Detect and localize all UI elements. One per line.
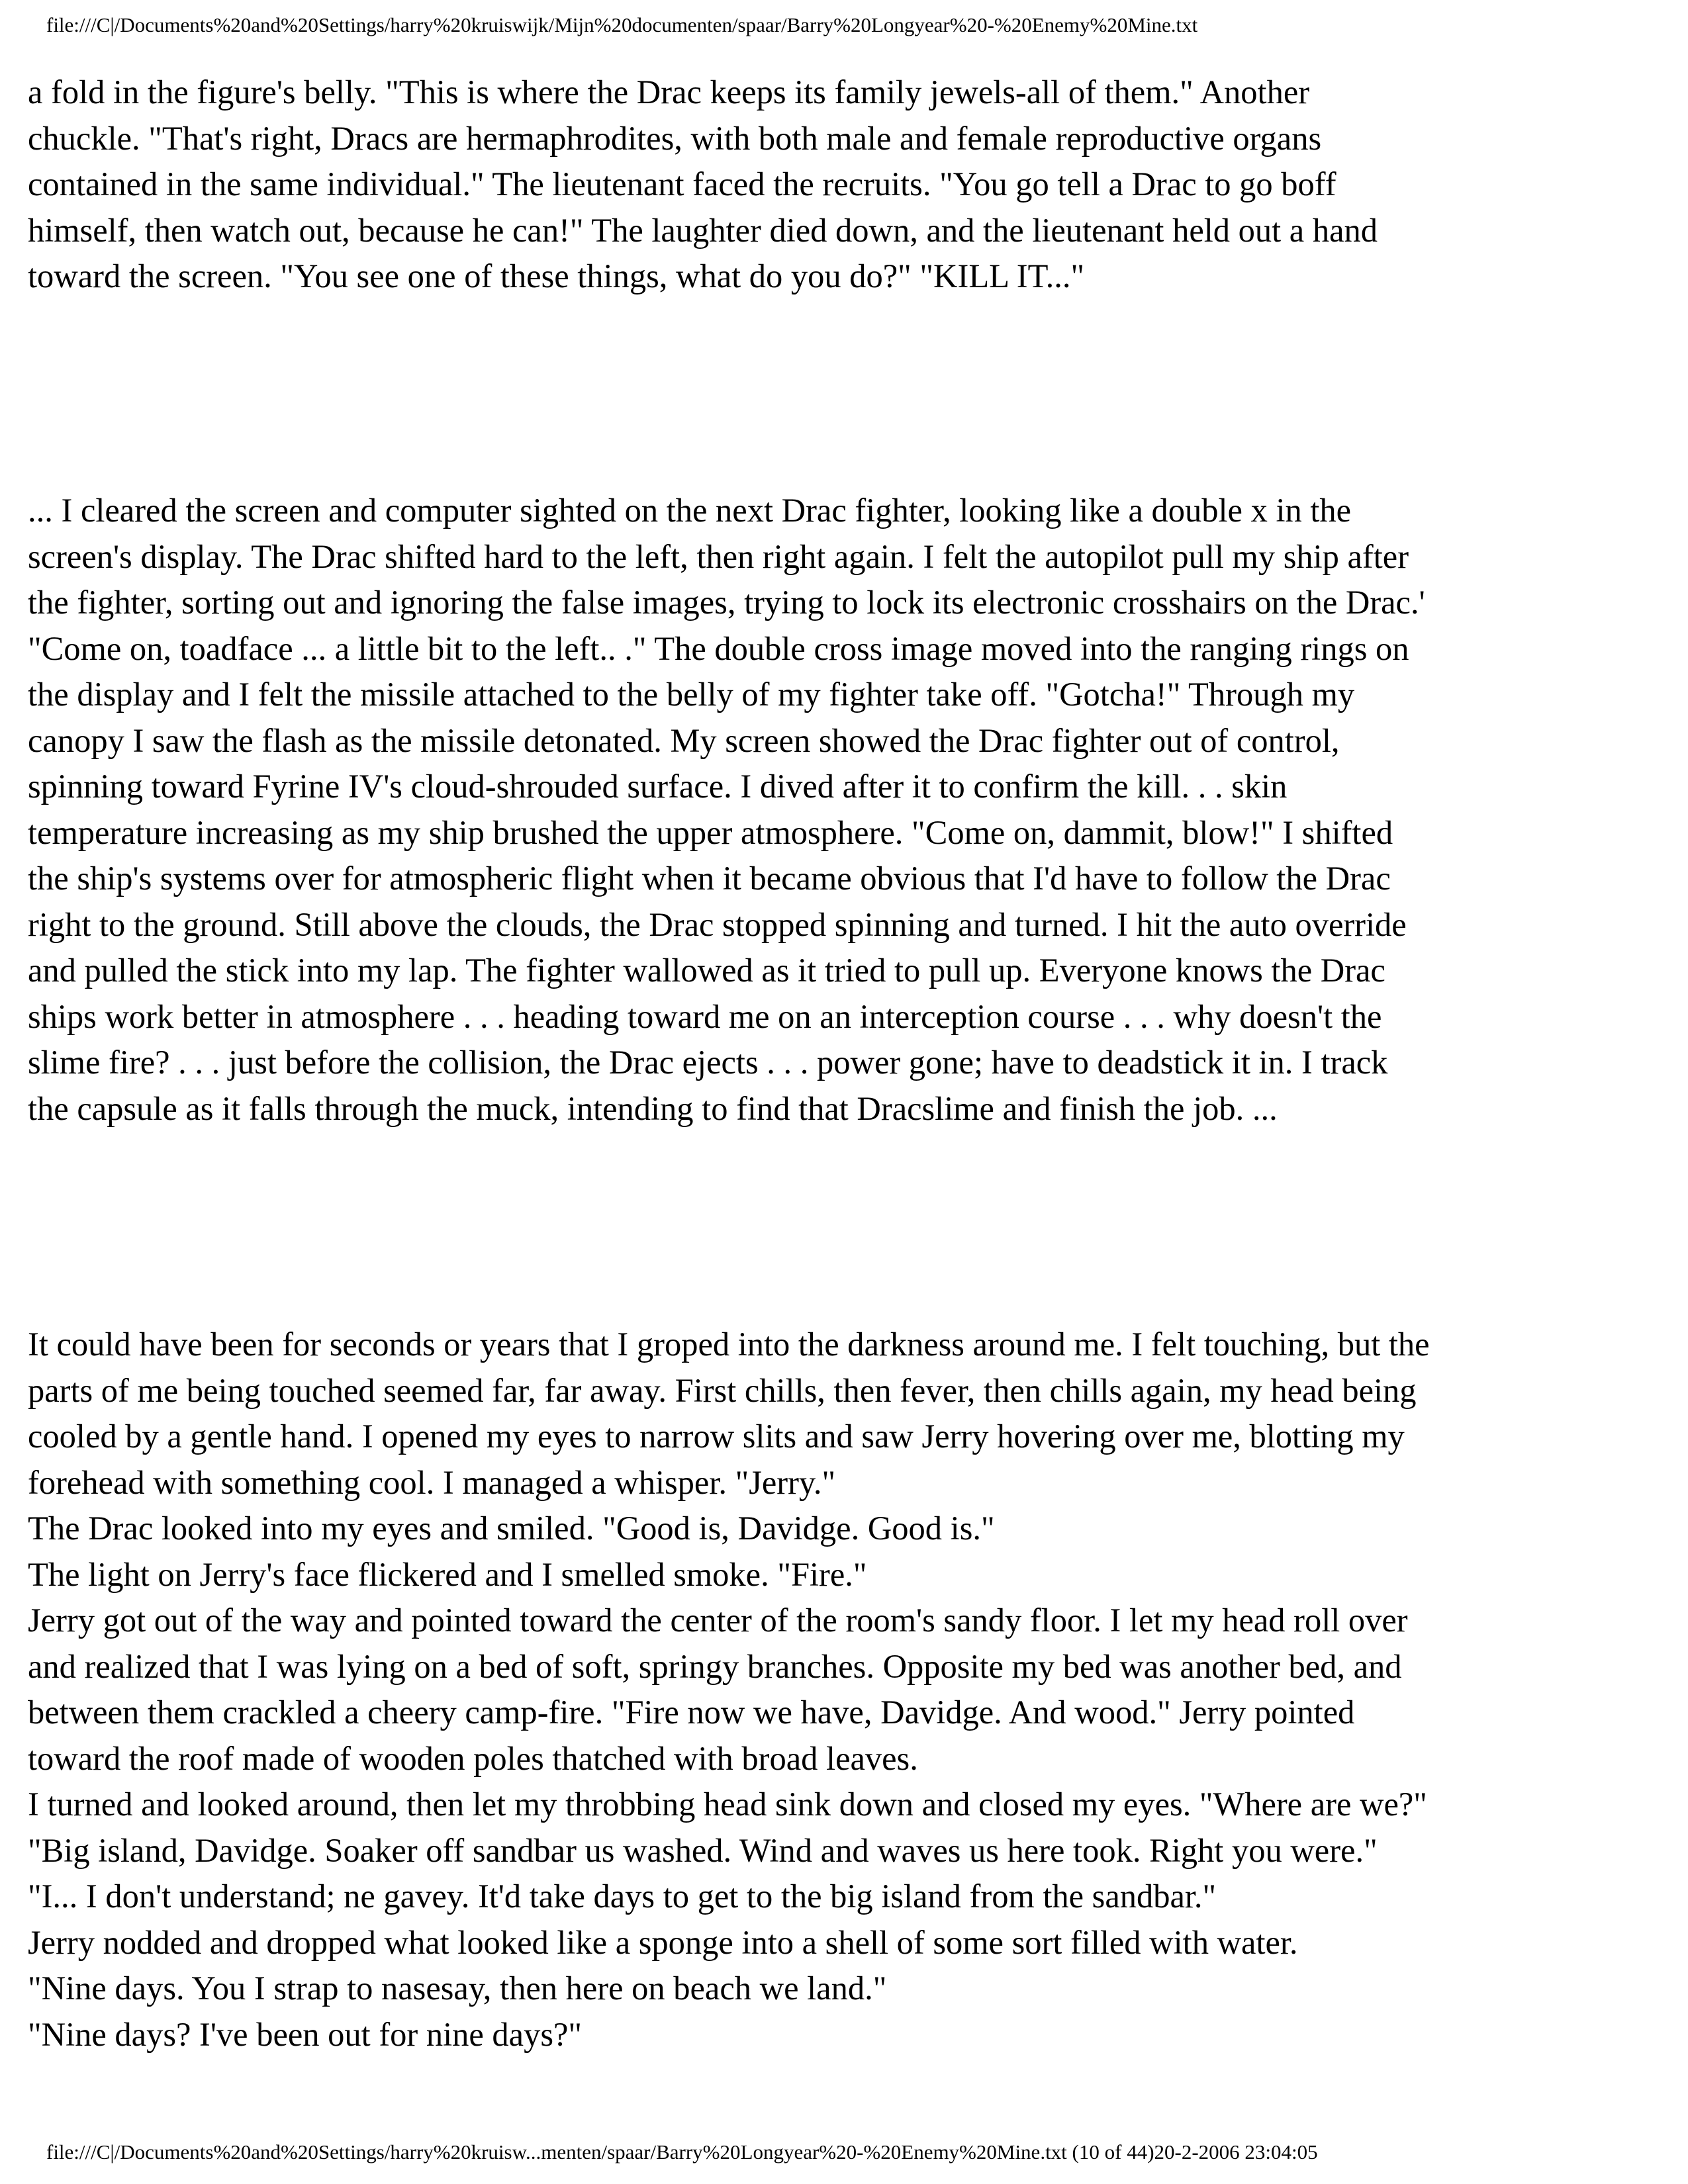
text-line: It could have been for seconds or years that I groped into the darkness around me. I felt touching, but the bbox=[28, 1326, 1430, 1363]
text-line: the fighter, sorting out and ignoring the false images, trying to lock its electronic crosshairs on the Drac.' bbox=[28, 584, 1425, 621]
text-line: temperature increasing as my ship brushed the upper atmosphere. "Come on, dammit, blow!" I shifted bbox=[28, 813, 1393, 851]
paragraph-1 bbox=[28, 69, 1663, 300]
text-line: canopy I saw the flash as the missile detonated. My screen showed the Drac fighter out of control, bbox=[28, 721, 1340, 759]
paragraph-2 bbox=[28, 488, 1663, 1132]
text-line: forehead with something cool. I managed a whisper. "Jerry." bbox=[28, 1463, 836, 1501]
text-line: between them crackled a cheery camp-fire. "Fire now we have, Davidge. And wood." Jerry pointed bbox=[28, 1694, 1355, 1731]
text-line: spinning toward Fyrine IV's cloud-shrouded surface. I dived after it to confirm the kill. . . skin bbox=[28, 768, 1288, 805]
text-line: himself, then watch out, because he can!" The laughter died down, and the lieutenant held out a hand bbox=[28, 211, 1378, 249]
page-header-path: file:///C|/Documents%20and%20Settings/harry%20kruiswijk/Mijn%20documenten/spaar/Barry%20Longyear%20-%20Enemy%20Mine.txt bbox=[46, 13, 1198, 36]
paragraph-3 bbox=[28, 1322, 1663, 2058]
text-line: ships work better in atmosphere . . . heading toward me on an interception course . . . why doesn't the bbox=[28, 997, 1382, 1035]
text-line: "Nine days. You I strap to nasesay, then here on beach we land." bbox=[28, 1970, 887, 2007]
text-line: screen's display. The Drac shifted hard to the left, then right again. I felt the autopilot pull my ship after bbox=[28, 537, 1409, 575]
text-line: Jerry got out of the way and pointed toward the center of the room's sandy floor. I let my head roll over bbox=[28, 1602, 1408, 1639]
text-line: Jerry nodded and dropped what looked like a sponge into a shell of some sort filled with water. bbox=[28, 1923, 1298, 1961]
text-line: right to the ground. Still above the clouds, the Drac stopped spinning and turned. I hit the auto override bbox=[28, 905, 1407, 943]
text-line: cooled by a gentle hand. I opened my eyes to narrow slits and saw Jerry hovering over me, blotting my bbox=[28, 1418, 1405, 1455]
text-line: toward the screen. "You see one of these things, what do you do?" "KILL IT..." bbox=[28, 257, 1085, 295]
text-line: parts of me being touched seemed far, far away. First chills, then fever, then chills again, my head being bbox=[28, 1371, 1417, 1409]
text-line: The Drac looked into my eyes and smiled. "Good is, Davidge. Good is." bbox=[28, 1510, 995, 1547]
text-line: The light on Jerry's face flickered and I smelled smoke. "Fire." bbox=[28, 1555, 867, 1593]
text-line: toward the roof made of wooden poles thatched with broad leaves. bbox=[28, 1739, 918, 1777]
text-line: contained in the same individual." The lieutenant faced the recruits. "You go tell a Drac to go boff bbox=[28, 165, 1336, 203]
text-line: slime fire? . . . just before the collision, the Drac ejects . . . power gone; have to deadstick it in. I track bbox=[28, 1044, 1388, 1081]
text-line: chuckle. "That's right, Dracs are hermaphrodites, with both male and female reproductive organs bbox=[28, 119, 1322, 157]
text-line: "Big island, Davidge. Soaker off sandbar us washed. Wind and waves us here took. Right you were." bbox=[28, 1831, 1378, 1869]
text-line: a fold in the figure's belly. "This is where the Drac keeps its family jewels-all of them." Another bbox=[28, 73, 1310, 111]
text-line: ... I cleared the screen and computer sighted on the next Drac fighter, looking like a double x in the bbox=[28, 492, 1352, 529]
text-line: and realized that I was lying on a bed of soft, springy branches. Opposite my bed was another bed, and bbox=[28, 1647, 1402, 1685]
text-line: and pulled the stick into my lap. The fighter wallowed as it tried to pull up. Everyone knows the Drac bbox=[28, 952, 1385, 989]
text-line: "Nine days? I've been out for nine days?" bbox=[28, 2015, 582, 2053]
text-line: "I... I don't understand; ne gavey. It'd take days to get to the big island from the sandbar." bbox=[28, 1878, 1217, 1915]
text-line: the capsule as it falls through the muck, intending to find that Dracslime and finish the job. ... bbox=[28, 1089, 1278, 1127]
text-line: the display and I felt the missile attached to the belly of my fighter take off. "Gotcha!" Through my bbox=[28, 676, 1355, 713]
text-line: the ship's systems over for atmospheric flight when it became obvious that I'd have to follow the Drac bbox=[28, 860, 1391, 897]
page-footer-path: file:///C|/Documents%20and%20Settings/harry%20kruisw...menten/spaar/Barry%20Longyear%20-%20Enemy%20Mine.txt (10 of 44)20-2-2006 23:04:05 bbox=[46, 2140, 1318, 2163]
text-line: "Come on, toadface ... a little bit to the left.. ." The double cross image moved into the ranging rings on bbox=[28, 629, 1409, 667]
text-line: I turned and looked around, then let my throbbing head sink down and closed my eyes. "Where are we?" bbox=[28, 1786, 1427, 1823]
